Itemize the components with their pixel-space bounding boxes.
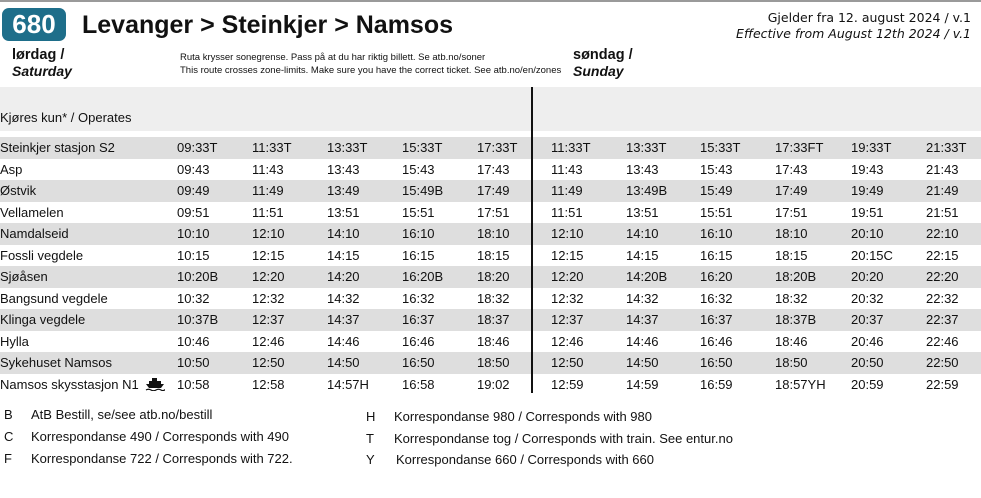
sunday-departure-time: 13:51: [626, 204, 659, 220]
sunday-departure-time: 20:15C: [851, 247, 893, 263]
sunday-departure-time: 16:46: [700, 333, 733, 349]
saturday-departure-time: 14:32: [327, 290, 360, 306]
zone-notice-no: Ruta krysser sonegrense. Pass på at du har riktig billett. Se atb.no/soner: [180, 52, 486, 63]
saturday-departure-time: 13:51: [327, 204, 360, 220]
saturday-departure-time: 14:10: [327, 226, 360, 241]
operates-header-band: [0, 87, 981, 131]
legend-text: Korrespondanse tog / Corresponds with train. See entur.no: [394, 431, 733, 446]
sunday-departure-time: 20:46: [851, 333, 884, 349]
saturday-departure-time: 18:10: [477, 226, 510, 241]
sunday-departure-time: 12:15: [551, 247, 584, 263]
legend-text: Korrespondanse 490 / Corresponds with 490: [31, 429, 289, 444]
sunday-departure-time: 12:32: [551, 290, 584, 306]
sunday-departure-time: 12:59: [551, 376, 584, 392]
legend-code: T: [366, 431, 374, 446]
sunday-departure-time: 12:20: [551, 269, 584, 284]
saturday-departure-time: 12:46: [252, 333, 285, 349]
validity-info: [736, 10, 971, 42]
saturday-departure-time: 15:33T: [402, 140, 443, 155]
sunday-departure-time: 11:43: [551, 161, 583, 177]
saturday-departure-time: 09:49: [177, 183, 210, 198]
sunday-departure-time: 21:43: [926, 161, 959, 177]
sunday-departure-time: 20:59: [851, 376, 884, 392]
saturday-departure-time: 18:20: [477, 269, 510, 284]
sunday-departure-time: 22:32: [926, 290, 959, 306]
sunday-departure-time: 14:20B: [626, 269, 668, 284]
saturday-departure-time: 10:32: [177, 290, 210, 306]
table-row: [0, 137, 981, 159]
table-row: [0, 223, 981, 245]
stop-name: Bangsund vegdele: [0, 290, 108, 306]
table-row: [0, 331, 981, 353]
validity-norwegian: Gjelder fra 12. august 2024 / v.1: [767, 10, 971, 25]
sunday-departure-time: 16:59: [700, 376, 733, 392]
route-title: Levanger > Steinkjer > Namsos: [82, 11, 454, 39]
route-number-badge: 680: [2, 8, 66, 41]
saturday-departure-time: 17:51: [477, 204, 510, 220]
table-row: [0, 309, 981, 331]
saturday-departure-time: 13:33T: [327, 140, 368, 155]
sunday-departure-time: 13:43: [626, 161, 659, 177]
saturday-departure-time: 16:46: [402, 333, 435, 349]
saturday-departure-time: 14:57H: [327, 376, 369, 392]
sunday-departure-time: 18:37B: [775, 312, 817, 327]
sunday-departure-time: 15:49: [700, 183, 733, 198]
saturday-departure-time: 11:51: [252, 204, 284, 220]
stop-name: Sjøåsen: [0, 269, 48, 284]
saturday-departure-time: 14:20: [327, 269, 360, 284]
sunday-departure-time: 17:33FT: [775, 140, 824, 155]
saturday-heading: [12, 47, 72, 79]
saturday-departure-time: 18:32: [477, 290, 510, 306]
saturday-departure-time: 16:10: [402, 226, 435, 241]
saturday-departure-time: 14:46: [327, 333, 360, 349]
saturday-departure-time: 19:02: [477, 376, 510, 392]
sunday-departure-time: 15:43: [700, 161, 733, 177]
sunday-departure-time: 22:10: [926, 226, 959, 241]
saturday-departure-time: 10:50: [177, 355, 210, 370]
sunday-departure-time: 22:46: [926, 333, 959, 349]
sunday-departure-time: 22:50: [926, 355, 959, 370]
sunday-departure-time: 14:10: [626, 226, 659, 241]
sunday-departure-time: 14:50: [626, 355, 659, 370]
operates-label: Kjøres kun* / Operates: [0, 110, 132, 125]
sunday-departure-time: 19:49: [851, 183, 884, 198]
saturday-departure-time: 12:10: [252, 226, 285, 241]
sunday-departure-time: 11:33T: [551, 140, 591, 155]
saturday-departure-time: 14:15: [327, 247, 360, 263]
sunday-departure-time: 16:10: [700, 226, 733, 241]
saturday-departure-time: 11:43: [252, 161, 284, 177]
top-rule: [0, 0, 981, 2]
sunday-departure-time: 17:49: [775, 183, 808, 198]
sunday-departure-time: 16:20: [700, 269, 733, 284]
stop-name: Namdalseid: [0, 226, 69, 241]
sunday-departure-time: 22:15: [926, 247, 959, 263]
sunday-departure-time: 16:37: [700, 312, 733, 327]
saturday-departure-time: 12:50: [252, 355, 285, 370]
sunday-departure-time: 16:15: [700, 247, 733, 263]
sunday-departure-time: 21:49: [926, 183, 959, 198]
sunday-departure-time: 12:46: [551, 333, 584, 349]
sunday-departure-time: 15:51: [700, 204, 733, 220]
stop-name: Steinkjer stasjon S2: [0, 140, 115, 155]
sunday-label-en: Sunday: [573, 63, 624, 79]
saturday-label-no: lørdag /: [12, 47, 65, 63]
sunday-departure-time: 11:49: [551, 183, 583, 198]
saturday-departure-time: 17:49: [477, 183, 510, 198]
ferry-icon: [145, 377, 165, 391]
sunday-departure-time: 14:32: [626, 290, 659, 306]
day-divider: [531, 87, 533, 393]
sunday-departure-time: 21:51: [926, 204, 959, 220]
saturday-departure-time: 12:15: [252, 247, 285, 263]
stop-name: Sykehuset Namsos: [0, 355, 112, 370]
legend-text: AtB Bestill, se/see atb.no/bestill: [31, 407, 213, 422]
sunday-departure-time: 17:51: [775, 204, 808, 220]
saturday-departure-time: 09:43: [177, 161, 210, 177]
table-row: [0, 288, 981, 310]
legend-text: Korrespondanse 980 / Corresponds with 980: [394, 409, 652, 424]
stop-name: Klinga vegdele: [0, 312, 86, 327]
saturday-departure-time: 16:20B: [402, 269, 444, 284]
saturday-departure-time: 09:51: [177, 204, 210, 220]
saturday-departure-time: 18:37: [477, 312, 510, 327]
saturday-departure-time: 14:37: [327, 312, 360, 327]
sunday-departure-time: 18:50: [775, 355, 808, 370]
sunday-departure-time: 16:32: [700, 290, 733, 306]
sunday-departure-time: 14:46: [626, 333, 659, 349]
saturday-departure-time: 14:50: [327, 355, 360, 370]
saturday-departure-time: 13:49: [327, 183, 360, 198]
saturday-departure-time: 16:37: [402, 312, 435, 327]
saturday-departure-time: 10:15: [177, 247, 210, 263]
saturday-departure-time: 16:50: [402, 355, 435, 370]
table-row: [0, 374, 981, 396]
sunday-departure-time: 19:51: [851, 204, 884, 220]
saturday-departure-time: 09:33T: [177, 140, 218, 155]
sunday-departure-time: 14:37: [626, 312, 659, 327]
table-row: [0, 245, 981, 267]
saturday-departure-time: 11:33T: [252, 140, 292, 155]
sunday-departure-time: 18:20B: [775, 269, 817, 284]
saturday-departure-time: 16:58: [402, 376, 435, 392]
sunday-departure-time: 12:50: [551, 355, 584, 370]
legend-text: Korrespondanse 722 / Corresponds with 722.: [31, 451, 293, 466]
saturday-departure-time: 17:33T: [477, 140, 518, 155]
saturday-departure-time: 17:43: [477, 161, 510, 177]
sunday-departure-time: 14:59: [626, 376, 659, 392]
sunday-departure-time: 17:43: [775, 161, 808, 177]
sunday-departure-time: 18:15: [775, 247, 808, 263]
legend-code: C: [4, 429, 14, 444]
sunday-departure-time: 13:33T: [626, 140, 667, 155]
sunday-departure-time: 18:57YH: [775, 376, 826, 392]
legend-text: Korrespondanse 660 / Corresponds with 660: [396, 452, 654, 467]
sunday-heading: [573, 47, 633, 79]
sunday-departure-time: 21:33T: [926, 140, 967, 155]
table-row: [0, 266, 981, 288]
table-row: [0, 202, 981, 224]
sunday-departure-time: 14:15: [626, 247, 659, 263]
saturday-departure-time: 15:43: [402, 161, 435, 177]
stop-name: Fossli vegdele: [0, 247, 84, 263]
table-row: [0, 159, 981, 181]
saturday-departure-time: 12:32: [252, 290, 285, 306]
sunday-departure-time: 20:32: [851, 290, 884, 306]
stop-name: Vellamelen: [0, 204, 64, 220]
saturday-departure-time: 18:15: [477, 247, 510, 263]
validity-english: Effective from August 12th 2024 / v.1: [736, 26, 971, 41]
legend-code: H: [366, 409, 376, 424]
table-row: [0, 352, 981, 374]
zone-notice-en: This route crosses zone-limits. Make sure you have the correct ticket. See atb.no/en/zones: [180, 64, 562, 76]
stop-name: Hylla: [0, 333, 29, 349]
stop-name: Østvik: [0, 183, 37, 198]
legend-code: B: [4, 407, 13, 422]
table-row: [0, 180, 981, 202]
sunday-departure-time: 19:43: [851, 161, 884, 177]
sunday-departure-time: 20:50: [851, 355, 884, 370]
saturday-departure-time: 12:20: [252, 269, 285, 284]
sunday-departure-time: 15:33T: [700, 140, 741, 155]
saturday-departure-time: 18:46: [477, 333, 510, 349]
saturday-departure-time: 18:50: [477, 355, 510, 370]
saturday-departure-time: 10:37B: [177, 312, 219, 327]
saturday-departure-time: 10:58: [177, 376, 210, 392]
sunday-departure-time: 12:10: [551, 226, 584, 241]
sunday-departure-time: 18:46: [775, 333, 808, 349]
sunday-departure-time: 19:33T: [851, 140, 892, 155]
sunday-departure-time: 22:37: [926, 312, 959, 327]
sunday-label-no: søndag /: [573, 47, 633, 63]
sunday-departure-time: 12:37: [551, 312, 584, 327]
sunday-departure-time: 18:10: [775, 226, 808, 241]
saturday-departure-time: 15:49B: [402, 183, 444, 198]
sunday-departure-time: 20:10: [851, 226, 884, 241]
saturday-departure-time: 11:49: [252, 183, 284, 198]
sunday-departure-time: 16:50: [700, 355, 733, 370]
saturday-departure-time: 13:43: [327, 161, 360, 177]
sunday-departure-time: 22:20: [926, 269, 959, 284]
stop-name: Namsos skysstasjon N1: [0, 376, 139, 392]
saturday-label-en: Saturday: [12, 63, 72, 79]
saturday-departure-time: 12:58: [252, 376, 285, 392]
saturday-departure-time: 12:37: [252, 312, 285, 327]
stop-name: Asp: [0, 161, 23, 177]
saturday-departure-time: 10:46: [177, 333, 210, 349]
sunday-departure-time: 18:32: [775, 290, 808, 306]
saturday-departure-time: 16:15: [402, 247, 435, 263]
saturday-departure-time: 16:32: [402, 290, 435, 306]
saturday-departure-time: 15:51: [402, 204, 435, 220]
sunday-departure-time: 11:51: [551, 204, 583, 220]
saturday-departure-time: 10:10: [177, 226, 210, 241]
zone-notice: [180, 52, 561, 77]
sunday-departure-time: 20:37: [851, 312, 884, 327]
legend-code: Y: [366, 452, 375, 467]
legend-code: F: [4, 451, 12, 466]
sunday-departure-time: 13:49B: [626, 183, 668, 198]
sunday-departure-time: 22:59: [926, 376, 959, 392]
saturday-departure-time: 10:20B: [177, 269, 219, 284]
sunday-departure-time: 20:20: [851, 269, 884, 284]
